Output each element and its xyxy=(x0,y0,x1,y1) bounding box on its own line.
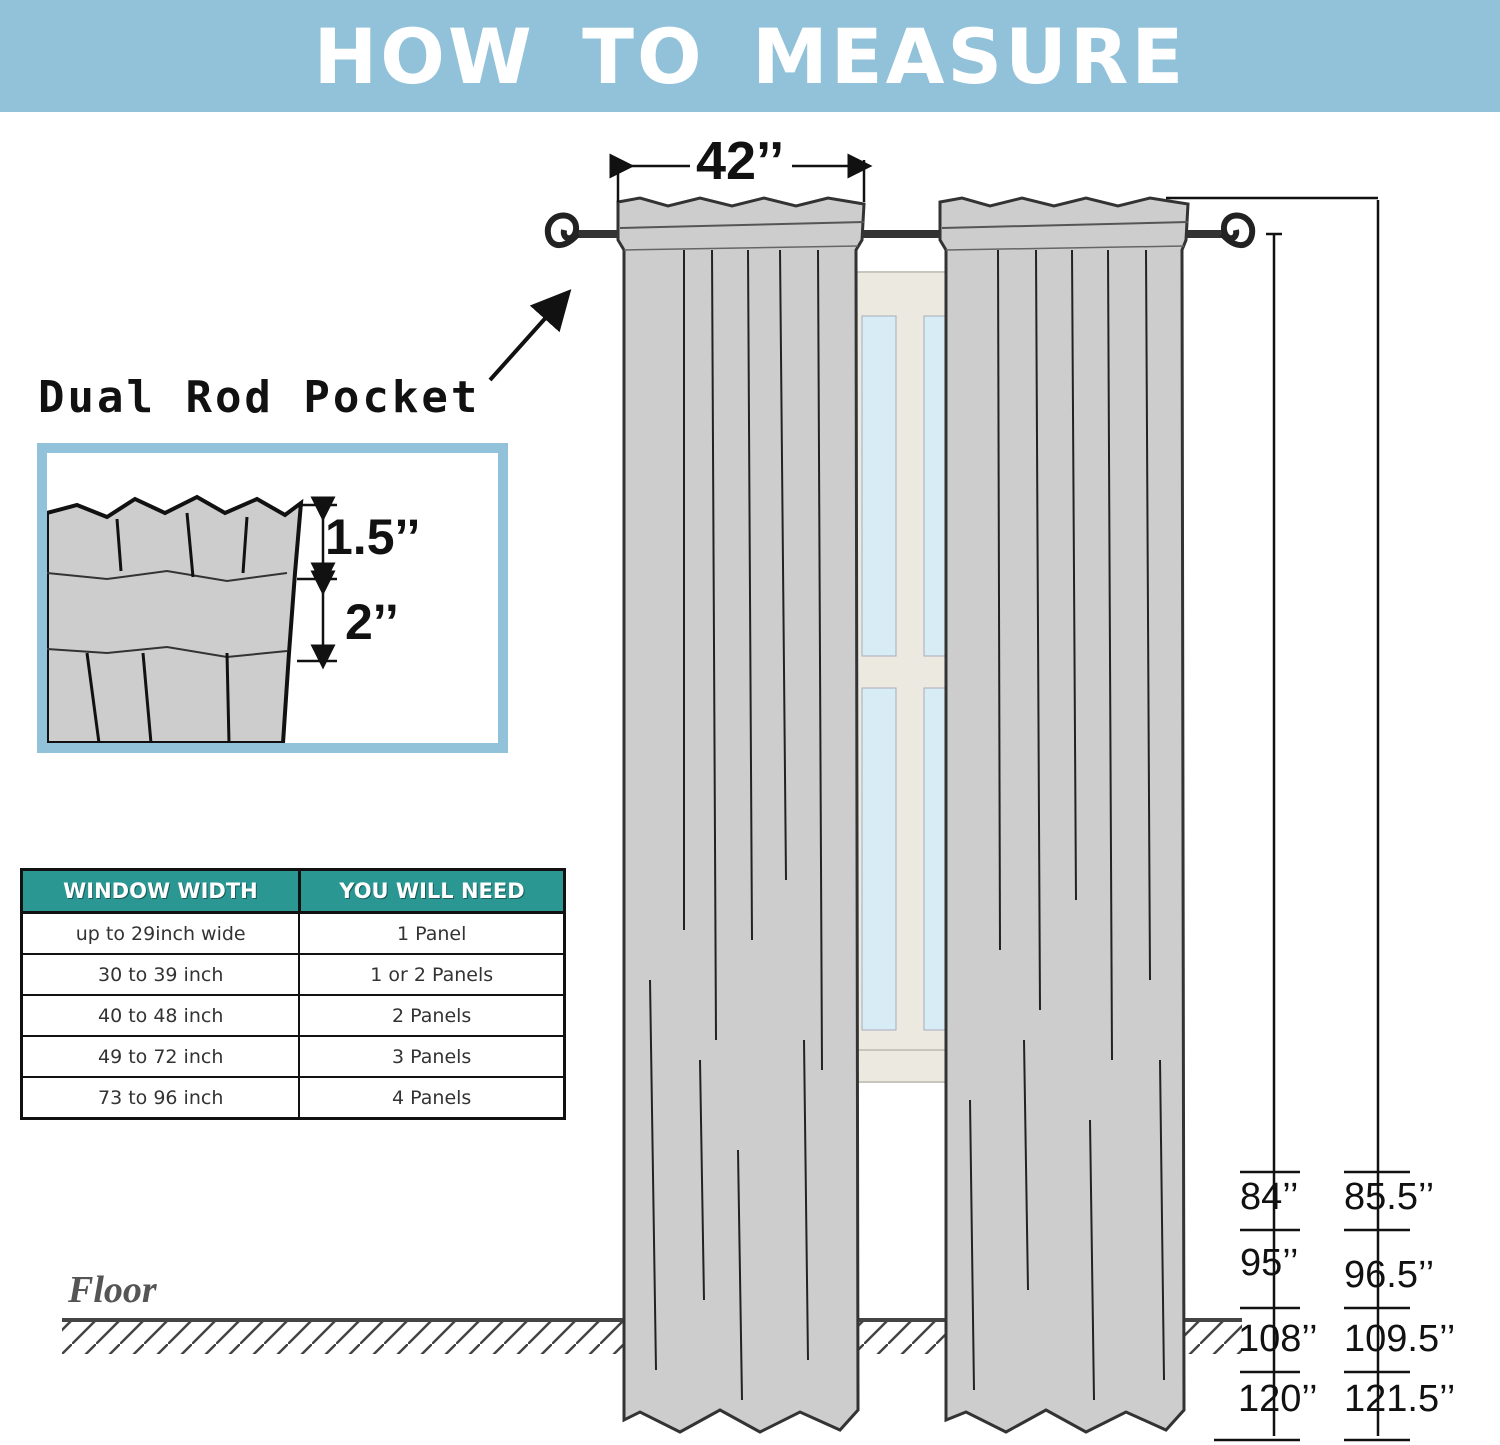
rod-pocket-detail xyxy=(37,443,508,753)
panels-needed-cell: 1 Panel xyxy=(299,913,564,955)
length-left-3: 108’’ xyxy=(1238,1318,1318,1360)
left-curtain-panel xyxy=(618,198,864,1432)
window-width-cell: 30 to 39 inch xyxy=(22,954,300,995)
panels-needed-cell: 1 or 2 Panels xyxy=(299,954,564,995)
right-curtain-panel xyxy=(940,198,1188,1432)
table-row xyxy=(22,995,565,1036)
length-right-3: 109.5’’ xyxy=(1344,1318,1456,1360)
length-left-4: 120’’ xyxy=(1238,1378,1318,1420)
window xyxy=(856,272,956,1082)
table-row xyxy=(22,913,565,955)
header-you-will-need: YOU WILL NEED xyxy=(299,870,564,913)
table-row xyxy=(22,1077,565,1119)
length-right-2: 96.5’’ xyxy=(1344,1254,1435,1296)
rod-pocket-closeup xyxy=(47,453,498,743)
length-right-4: 121.5’’ xyxy=(1344,1378,1456,1420)
top-pocket-size: 1.5’’ xyxy=(325,509,421,565)
table-row xyxy=(22,1036,565,1077)
header-window-width: WINDOW WIDTH xyxy=(22,870,300,913)
length-left-2: 95’’ xyxy=(1240,1242,1299,1284)
floor-label: Floor xyxy=(68,1269,157,1311)
panels-needed-cell: 4 Panels xyxy=(299,1077,564,1119)
bottom-pocket-size: 2’’ xyxy=(345,594,399,650)
window-width-cell: 49 to 72 inch xyxy=(22,1036,300,1077)
length-left-1: 84’’ xyxy=(1240,1176,1299,1218)
table-header-row xyxy=(22,870,565,913)
window-width-cell: 73 to 96 inch xyxy=(22,1077,300,1119)
window-width-cell: 40 to 48 inch xyxy=(22,995,300,1036)
panel-guide-table xyxy=(20,868,566,1120)
rod-pocket-label: Dual Rod Pocket xyxy=(38,372,481,423)
page-title: HOW TO MEASURE xyxy=(313,11,1187,101)
table-row xyxy=(22,954,565,995)
panels-needed-cell: 2 Panels xyxy=(299,995,564,1036)
length-right-1: 85.5’’ xyxy=(1344,1176,1435,1218)
panels-needed-cell: 3 Panels xyxy=(299,1036,564,1077)
panel-width-label: 42’’ xyxy=(696,131,785,191)
window-width-cell: up to 29inch wide xyxy=(22,913,300,955)
pointer-arrow xyxy=(490,304,558,380)
